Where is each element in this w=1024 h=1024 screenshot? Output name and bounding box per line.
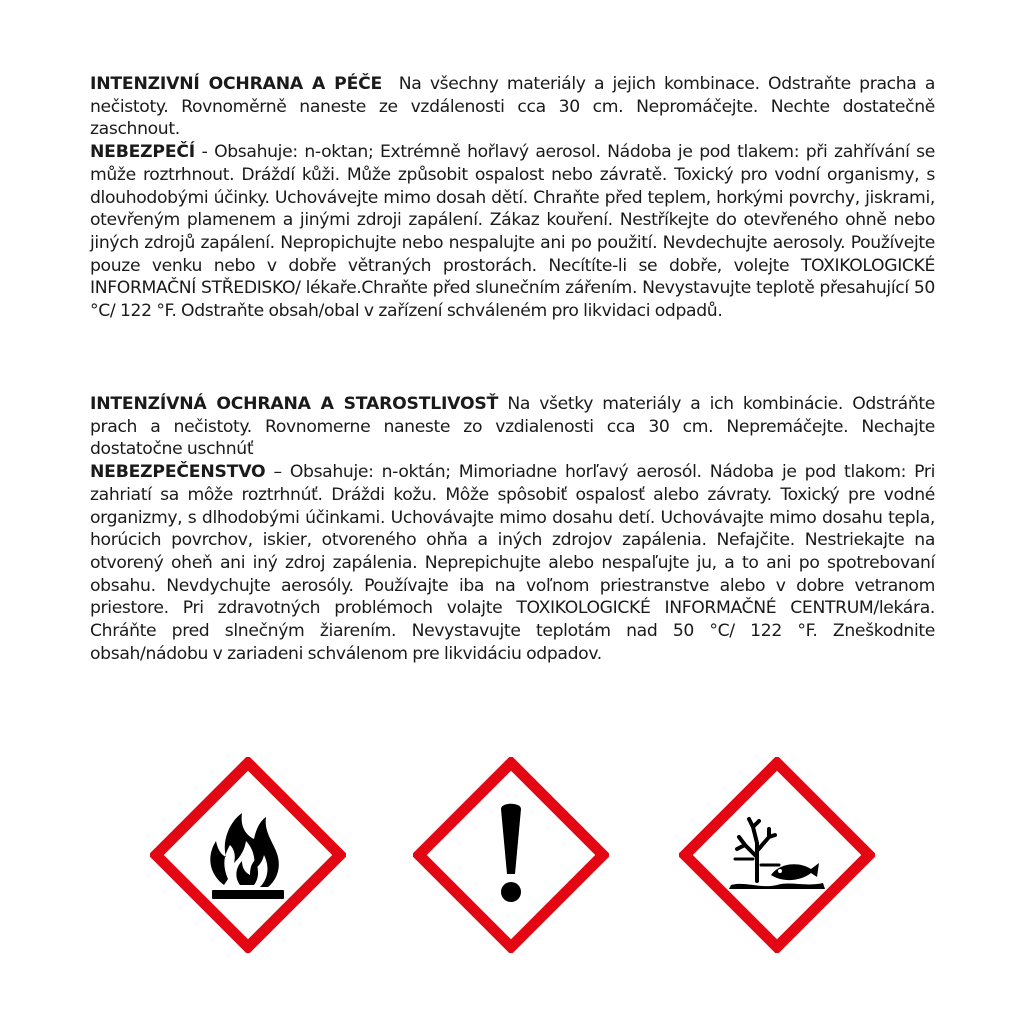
czech-hazard-text: Obsahuje: n-oktan; Extrémně hořlavý aerosol. Nádoba je pod tlakem: při zahřívání se může roztrhnout. Dráždí kůži. Může způsobit ospalost nebo závratě. Toxický pro vodní organismy, s dlouhodobými účinky. Uchovávejte mimo dosah dětí. Chraňte před teplem, horkými povrchy, jiskrami, otevřeným plamenem a jinými zdroji zapálení. Zákaz kouření. Nestříkejte do otevřeného ohně nebo jiných zdrojů zapálení. Nepropichujte nebo nespalujte ani po použití. Nevdechujte aerosoly. Používejte pouze venku nebo v dobře větraných prostorách. Necítíte-li se dobře, volejte TOXIKOLOGICKÉ INFORMAČNÍ STŘEDISKO/ lékaře.Chraňte před slunečním zářením. Nevystavujte teplotě přesahující 50 °C/ 122 °F. Odstraňte obsah/obal v zařízení schváleném pro likvidaci odpadů. [90,142,935,322]
slovak-hazard-label: NEBEZPEČENSTVO [90,462,266,483]
flame-icon [150,757,346,953]
czech-intro-text: Na všechny materiály a jejich kombinace. Odstraňte pracha a nečistoty. Rovnoměrně naneste ze vzdálenosti cca 30 cm. Nepromáčejte. Nechte dostatečně zaschnout. [90,74,936,140]
slovak-section [90,393,935,665]
czech-hazard-label: NEBEZPEČÍ [90,142,195,163]
czech-section [90,73,935,323]
exclamation-mark-icon [413,757,609,953]
slovak-title: INTENZÍVNÁ OCHRANA A STAROSTLIVOSŤ [90,394,499,414]
czech-title: INTENZIVNÍ OCHRANA A PÉČE [90,74,383,94]
slovak-instructions [90,393,935,461]
czech-hazard-statement [90,141,935,323]
environment-hazard-icon [679,757,875,953]
slovak-hazard-statement [90,461,935,665]
slovak-intro-text: Na všetky materiály a ich kombinácie. Odstráňte prach a nečistoty. Rovnomerne naneste zo vzdialenosti cca 30 cm. Nepremáčejte. Nechajte dostatočne uschnúť [90,394,935,460]
czech-instructions [90,73,935,141]
ghs-pictograms [0,757,1024,953]
slovak-hazard-separator: – [265,462,290,483]
slovak-hazard-text: Obsahuje: n-oktán; Mimoriadne horľavý aerosól. Nádoba je pod tlakom: Pri zahriatí sa môže roztrhnúť. Dráždi kožu. Môže spôsobiť ospalosť alebo závraty. Toxický pre vodné organizmy, s dlhodobými účinkami. Uchovávajte mimo dosahu detí. Uchovávajte mimo dosahu tepla, horúcich povrchov, iskier, otvoreného ohňa a iných zdrojov zapálenia. Nefajčite. Nestriekajte na otvorený oheň ani iný zdroj zapálenia. Neprepichujte alebo nespaľujte ju, a to ani po spotrebovaní obsahu. Nevdychujte aerosóly. Používajte iba na voľnom priestranstve alebo v dobre vetranom priestore. Pri zdravotných problémoch volajte TOXIKOLOGICKÉ INFORMAČNÉ CENTRUM/lekára. Chráňte pred slnečným žiarením. Nevystavujte teplotám nad 50 °C/ 122 °F. Zneškodnite obsah/nádobu v zariadeni schválenom pre likvidáciu odpadov. [90,462,935,664]
czech-hazard-separator: - [194,142,215,163]
